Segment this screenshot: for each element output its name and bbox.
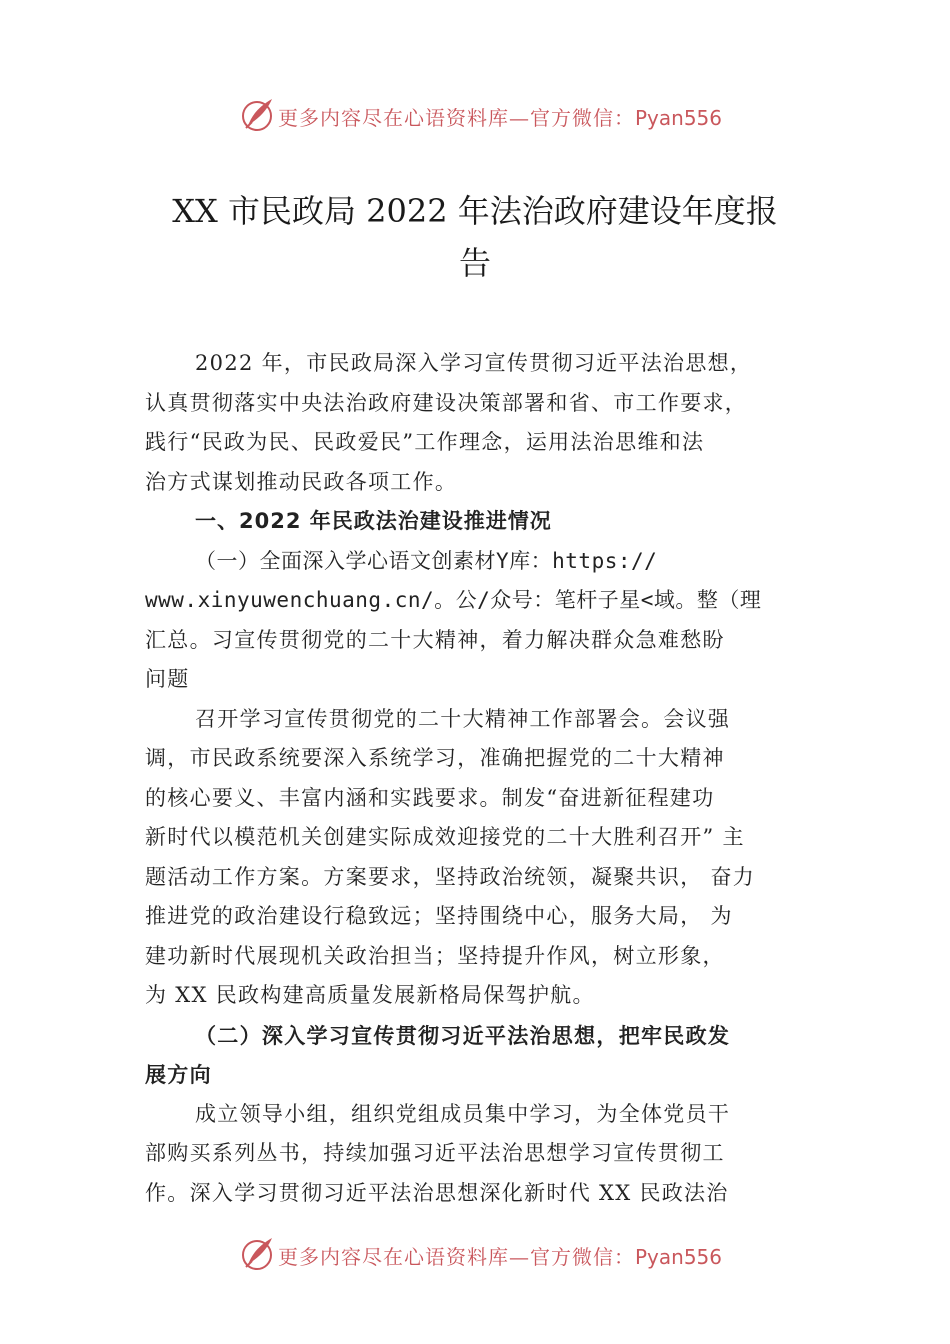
subsection-2-title — [145, 1016, 817, 1095]
text-line: 治方式谋划推动民政各项工作。 — [145, 469, 458, 494]
footer-watermark-banner — [0, 1233, 950, 1273]
text-line: 认真贯彻落实中央法治政府建设决策部署和省、市工作要求， — [145, 390, 748, 415]
text-line: 成立领导小组，组织党组成员集中学习，为全体党员干 — [195, 1101, 731, 1126]
text-line: 题活动工作方案。方案要求，坚持政治统领，凝聚共识， 奋力 — [145, 864, 756, 889]
subsection-2-body — [145, 1095, 817, 1214]
quill-pen-logo-icon — [238, 1235, 276, 1271]
text-line: 召开学习宣传贯彻党的二十大精神工作部署会。会议强 — [195, 706, 731, 731]
text-line: 展方向 — [145, 1062, 212, 1087]
text-line: 建功新时代展现机关政治担当；坚持提升作风，树立形象， — [145, 943, 725, 968]
text-line: 新时代以模范机关创建实际成效迎接党的二十大胜利召开” 主 — [145, 825, 745, 849]
header-watermark-banner — [0, 94, 950, 134]
text-line: 推进党的政治建设行稳致远；坚持围绕中心，服务大局， 为 — [145, 904, 733, 928]
document-title — [0, 185, 950, 289]
text-line: 践行“民政为民、民政爱民”工作理念，运用法治思维和法 — [145, 430, 705, 454]
watermark-text — [278, 102, 722, 131]
document-body — [145, 344, 817, 1213]
wechat-handle: Pyan556 — [635, 1245, 723, 1269]
subsection-1-title — [145, 542, 817, 700]
text-line: （二）深入学习宣传贯彻习近平法治思想，把牢民政发 — [195, 1022, 731, 1048]
watermark-label: 更多内容尽在心语资料库—官方微信： — [278, 106, 635, 130]
text-line: 问题 — [145, 667, 190, 691]
text-line: 的核心要义、丰富内涵和实践要求。制发“奋进新征程建功 — [145, 785, 715, 810]
wechat-handle: Pyan556 — [635, 106, 723, 130]
text-line: 汇总。习宣传贯彻党的二十大精神，着力解决群众急难愁盼 — [145, 627, 725, 652]
title-line-2: 告 — [458, 244, 491, 282]
text-line: 调，市民政系统要深入系统学习，准确把握党的二十大精神 — [145, 746, 725, 770]
subsection-1-body — [145, 700, 817, 1016]
intro-paragraph — [145, 344, 817, 502]
watermark-text — [278, 1241, 722, 1270]
quill-pen-logo-icon — [238, 96, 276, 132]
text-line: 部购买系列丛书，持续加强习近平法治思想学习宣传贯彻工 — [145, 1141, 725, 1165]
text-line: （一）全面深入学心语文创素材Y库：https:// — [195, 548, 658, 573]
text-line: 为 XX 民政构建高质量发展新格局保驾护航。 — [145, 983, 595, 1007]
text-line: 2022 年，市民政局深入学习宣传贯彻习近平法治思想， — [195, 351, 753, 375]
section-heading: 一、2022 年民政法治建设推进情况 — [195, 509, 552, 533]
text-line: www.xinyuwenchuang.cn/。公/众号：笔杆子星<域。整（理 — [145, 588, 762, 612]
title-line-1: XX 市民政局 2022 年法治政府建设年度报 — [172, 192, 778, 230]
text-line: 作。深入学习贯彻习近平法治思想深化新时代 XX 民政法治 — [145, 1180, 729, 1205]
watermark-label: 更多内容尽在心语资料库—官方微信： — [278, 1245, 635, 1269]
